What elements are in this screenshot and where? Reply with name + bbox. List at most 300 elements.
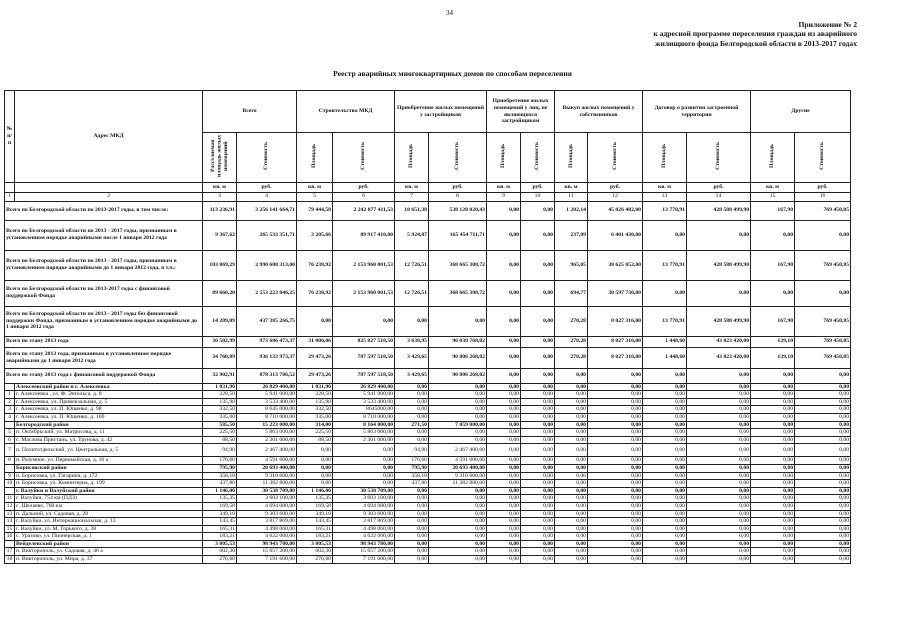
row-value: 0,00: [795, 518, 851, 526]
row-value: 0,00: [555, 398, 588, 406]
table-row: [5, 510, 851, 518]
table-row: [5, 444, 851, 457]
row-value: 0,00: [687, 548, 751, 556]
row-value: 0,00: [643, 556, 687, 564]
row-value: 20 693 400,00: [429, 464, 487, 472]
row-value: 0,00: [687, 383, 751, 391]
row-value: 3 805,53: [203, 540, 237, 548]
subheader-cost: Стоимость: [588, 133, 643, 183]
summary-row: [5, 306, 851, 336]
row-value: 0,00: [487, 502, 521, 510]
summary-value: 90 806 268,02: [429, 347, 487, 368]
subheader-settle-area: Расселяемая площадь жилых помещений: [203, 133, 237, 183]
row-value: 358,10: [203, 472, 237, 480]
row-value: 0,00: [751, 548, 795, 556]
row-value: 0,00: [487, 518, 521, 526]
row-value: 0,00: [555, 487, 588, 495]
row-value: 0,00: [687, 464, 751, 472]
row-value: 4 591 600,00: [429, 457, 487, 465]
summary-value: 139,10: [751, 336, 795, 347]
summary-value: 0,00: [521, 250, 555, 280]
row-address: г. Валуйки, ул. М. Горького, д. 38: [15, 525, 203, 533]
row-value: 0,00: [429, 406, 487, 414]
summary-value: 29 473,26: [297, 347, 333, 368]
summary-value: 825 827 518,50: [333, 336, 395, 347]
table-row: [5, 457, 851, 465]
row-value: 0,00: [588, 464, 643, 472]
row-value: 0,00: [395, 406, 429, 414]
subheader-area: Площадь: [395, 133, 429, 183]
row-value: 169,58: [297, 502, 333, 510]
row-value: 0,00: [687, 487, 751, 495]
table-row: [5, 436, 851, 444]
row-value: 143,45: [297, 518, 333, 526]
summary-value: 76 238,92: [297, 280, 333, 306]
row-value: 0,00: [687, 436, 751, 444]
row-value: 0,00: [429, 525, 487, 533]
summary-value: 165 454 711,71: [429, 220, 487, 250]
row-value: 0,00: [795, 444, 851, 457]
row-value: 183,21: [297, 533, 333, 541]
table-row: [5, 429, 851, 437]
row-value: 0,00: [521, 487, 555, 495]
row-value: 0,00: [588, 429, 643, 437]
row-value: 169,58: [203, 502, 237, 510]
row-value: 0,00: [429, 533, 487, 541]
row-value: 0,00: [751, 525, 795, 533]
row-value: 0,00: [687, 502, 751, 510]
row-address: с. Маслова Пристань, ул. Трунова, д. 42: [15, 436, 203, 444]
summary-value: 936 133 973,37: [237, 347, 297, 368]
row-value: 26 829 400,00: [237, 383, 297, 391]
column-number: 7: [395, 192, 429, 201]
row-value: 0,00: [555, 533, 588, 541]
row-value: 3 603 100,00: [333, 495, 395, 503]
row-value: 0,00: [555, 464, 588, 472]
row-value: 276,60: [297, 556, 333, 564]
row-value: 94,90: [203, 444, 237, 457]
summary-value: 167,90: [751, 250, 795, 280]
summary-value: 3 205,66: [297, 220, 333, 250]
summary-value: 0,00: [487, 306, 521, 336]
summary-value: 3 638,95: [395, 336, 429, 347]
summary-value: 14 209,09: [203, 306, 237, 336]
row-value: 0,00: [643, 525, 687, 533]
row-value: 94,90: [395, 444, 429, 457]
row-value: 8 164 000,00: [333, 421, 395, 429]
row-value: 0,00: [687, 398, 751, 406]
summary-value: 45 026 482,00: [588, 201, 643, 220]
row-address: с. Шелаево, 760 км: [15, 502, 203, 510]
row-value: 0,00: [333, 472, 395, 480]
summary-value: 18 651,38: [395, 201, 429, 220]
row-value: 0,00: [395, 495, 429, 503]
row-value: 0,00: [588, 457, 643, 465]
row-value: 0,00: [429, 540, 487, 548]
row-value: 0,00: [555, 383, 588, 391]
row-value: 1 146,00: [297, 487, 333, 495]
row-number: 6: [5, 436, 15, 444]
row-value: 0,00: [751, 464, 795, 472]
row-value: 0,00: [643, 391, 687, 399]
unit-blank: [5, 182, 15, 192]
row-value: 98 943 780,00: [237, 540, 297, 548]
row-number: 4: [5, 413, 15, 421]
row-value: 7 059 000,00: [429, 421, 487, 429]
row-number: 3: [5, 406, 15, 414]
row-value: 15 657 200,00: [237, 548, 297, 556]
unit-area: кв. м: [555, 182, 588, 192]
row-value: 0,00: [588, 383, 643, 391]
district-row: [5, 540, 851, 548]
column-number: 15: [751, 192, 795, 201]
row-value: 0,00: [395, 556, 429, 564]
summary-value: 8 027 316,00: [588, 306, 643, 336]
row-value: 0,00: [487, 457, 521, 465]
summary-value: 0,00: [521, 280, 555, 306]
row-address: г. Алексеевка, ул. Привокзальная, д. 5: [15, 398, 203, 406]
row-value: 7 191 600,00: [333, 556, 395, 564]
row-value: 0,00: [588, 540, 643, 548]
summary-label: Всего по этапу 2013 года, признанным в установленном порядке аварийными до 1 января 2012 года: [5, 347, 203, 368]
unit-cost: руб.: [429, 182, 487, 192]
row-value: 0,00: [487, 398, 521, 406]
summary-value: 6 401 430,00: [588, 220, 643, 250]
summary-value: 2 242 877 411,53: [333, 201, 395, 220]
subheader-area: Площадь: [297, 133, 333, 183]
summary-value: 0,00: [555, 368, 588, 383]
table-row: [5, 472, 851, 480]
row-value: 0,00: [687, 540, 751, 548]
row-value: 0,00: [795, 421, 851, 429]
row-value: 0,00: [687, 480, 751, 488]
row-value: 0,00: [429, 510, 487, 518]
row-value: 0,00: [687, 429, 751, 437]
summary-value: 0,00: [521, 220, 555, 250]
summary-label: Всего по Белгородской области по 2013 - 2017 годы без финансовой поддержки Фонда, признанным в установленном порядке аварийными до 1 января 2012 года: [5, 306, 203, 336]
row-value: 0,00: [487, 421, 521, 429]
unit-cost: руб.: [237, 182, 297, 192]
row-value: 0,00: [395, 525, 429, 533]
summary-value: 38 625 052,00: [588, 250, 643, 280]
row-address: г. Алексеевка , ул. Ф. Энгельса, д. 8: [15, 391, 203, 399]
row-value: 0,00: [687, 533, 751, 541]
row-number: 13: [5, 510, 15, 518]
row-address: п. Викторополь, ул. Садовая, д. 46 а: [15, 548, 203, 556]
header-purchase-non-developers: Приобретение жилых помещений у лиц, не являющихся застройщиком: [487, 91, 555, 133]
summary-value: 9 367,62: [203, 220, 237, 250]
summary-value: 428 588 499,90: [687, 250, 751, 280]
row-value: 0,00: [555, 421, 588, 429]
unit-blank: [15, 182, 203, 192]
summary-value: 1 202,14: [555, 201, 588, 220]
row-value: 314,00: [297, 421, 333, 429]
row-value: 0,00: [588, 406, 643, 414]
row-value: 0,00: [429, 556, 487, 564]
row-value: 5 941 000,00: [333, 391, 395, 399]
summary-value: 43 023 420,00: [687, 336, 751, 347]
row-value: 0,00: [395, 533, 429, 541]
row-value: 0,00: [521, 556, 555, 564]
appendix-line-1: Приложение № 2: [798, 20, 857, 29]
summary-value: 2 990 608 313,00: [237, 250, 297, 280]
summary-value: 0,00: [751, 368, 795, 383]
row-value: 8 710 000,00: [237, 413, 297, 421]
summary-label: Всего по этапу 2013 года: [5, 336, 203, 347]
summary-value: 8 027 316,00: [588, 347, 643, 368]
summary-value: 89 660,20: [203, 280, 237, 306]
row-value: 0,00: [751, 533, 795, 541]
summary-value: 0,00: [521, 201, 555, 220]
row-value: 0,00: [395, 436, 429, 444]
district-row: [5, 383, 851, 391]
summary-value: 79 444,58: [297, 201, 333, 220]
row-address: г. Валуйки, 754 км (ПДЗ): [15, 495, 203, 503]
row-value: 0,00: [795, 487, 851, 495]
row-value: 0,00: [643, 480, 687, 488]
row-value: 0,00: [487, 472, 521, 480]
summary-value: 368 665 308,72: [429, 280, 487, 306]
row-value: 0,00: [588, 398, 643, 406]
summary-value: 437 385 266,75: [237, 306, 297, 336]
row-value: 0,00: [643, 398, 687, 406]
row-value: 9 303 600,00: [333, 510, 395, 518]
row-value: 0,00: [588, 436, 643, 444]
row-value: 176,60: [203, 457, 237, 465]
row-value: 0,00: [795, 540, 851, 548]
row-value: 1 031,90: [297, 383, 333, 391]
row-value: 0,00: [521, 495, 555, 503]
summary-value: 965,05: [555, 250, 588, 280]
row-value: 0,00: [643, 383, 687, 391]
summary-value: 769 450,85: [795, 347, 851, 368]
row-value: 0,00: [429, 502, 487, 510]
row-value: 0,00: [333, 457, 395, 465]
row-value: 332,50: [297, 406, 333, 414]
district-name: г. Валуйки и Валуйский район: [15, 487, 203, 495]
summary-value: 31 006,06: [297, 336, 333, 347]
row-value: 0,00: [643, 464, 687, 472]
summary-value: 0,00: [395, 306, 429, 336]
row-value: 5 941 000,00: [237, 391, 297, 399]
row-value: 0,00: [751, 406, 795, 414]
column-number: 2: [15, 192, 203, 201]
row-value: 0,00: [751, 398, 795, 406]
summary-value: 36 502,99: [203, 336, 237, 347]
unit-cost: руб.: [333, 182, 395, 192]
row-number: [5, 383, 15, 391]
row-value: 3 533 400,00: [237, 398, 297, 406]
row-value: 335,00: [203, 413, 237, 421]
row-value: 0,00: [487, 556, 521, 564]
summary-value: 3 256 141 664,71: [237, 201, 297, 220]
row-value: 0,00: [521, 421, 555, 429]
row-number: 18: [5, 556, 15, 564]
row-value: 0,00: [643, 429, 687, 437]
row-value: 0,00: [487, 436, 521, 444]
row-value: 0,00: [297, 472, 333, 480]
table-row: [5, 480, 851, 488]
row-value: 0,00: [555, 502, 588, 510]
summary-value: 0,00: [751, 280, 795, 306]
row-value: 0,00: [751, 502, 795, 510]
column-number: 14: [687, 192, 751, 201]
row-value: 3 805,53: [297, 540, 333, 548]
row-value: 0,00: [588, 518, 643, 526]
row-value: 0,00: [687, 510, 751, 518]
summary-value: 428 588 499,90: [687, 306, 751, 336]
row-value: 0,00: [643, 540, 687, 548]
column-number: 3: [203, 192, 237, 201]
summary-row: [5, 201, 851, 220]
row-number: 2: [5, 398, 15, 406]
row-value: 0,00: [751, 540, 795, 548]
unit-cost: руб.: [521, 182, 555, 192]
summary-value: 0,00: [521, 368, 555, 383]
row-value: 0,00: [487, 464, 521, 472]
row-value: 0,00: [588, 548, 643, 556]
row-value: 0,00: [555, 495, 588, 503]
row-value: 9 310 600,00: [237, 472, 297, 480]
summary-value: 90 806 268,02: [429, 368, 487, 383]
summary-value: 769 450,85: [795, 336, 851, 347]
summary-value: 265 533 351,71: [237, 220, 297, 250]
summary-value: 0,00: [687, 368, 751, 383]
row-value: 0,00: [643, 495, 687, 503]
summary-value: 0,00: [795, 368, 851, 383]
row-value: 0,00: [643, 472, 687, 480]
row-value: 20 693 400,00: [237, 464, 297, 472]
row-value: 0,00: [687, 444, 751, 457]
column-number: 16: [795, 192, 851, 201]
summary-value: 0,00: [487, 220, 521, 250]
summary-value: 0,00: [487, 280, 521, 306]
row-value: 98 943 780,00: [333, 540, 395, 548]
row-value: 0,00: [555, 510, 588, 518]
summary-label: Всего по Белгородской области по 2013-2017 годы с финансовой поддержкой Фонда: [5, 280, 203, 306]
unit-cost: руб.: [588, 182, 643, 192]
header-buyout: Выкуп жилых помещений у собственников: [555, 91, 643, 133]
row-value: 0,00: [297, 444, 333, 457]
row-value: 0,00: [555, 556, 588, 564]
row-value: 225,50: [297, 429, 333, 437]
column-number: 1: [5, 192, 15, 201]
row-value: 176,60: [395, 457, 429, 465]
subheader-cost: Стоимость: [795, 133, 851, 183]
summary-value: 29 473,26: [297, 368, 333, 383]
summary-value: 0,00: [487, 347, 521, 368]
row-value: 135,90: [297, 398, 333, 406]
row-value: 0,00: [687, 413, 751, 421]
row-value: 0,00: [687, 457, 751, 465]
row-value: 0,00: [588, 556, 643, 564]
summary-value: 0,00: [487, 250, 521, 280]
row-value: 0,00: [487, 487, 521, 495]
row-value: 0,00: [588, 444, 643, 457]
row-value: 0,00: [429, 487, 487, 495]
row-value: 4 622 000,00: [333, 533, 395, 541]
summary-value: 12 726,51: [395, 250, 429, 280]
row-value: 8645000,00: [333, 406, 395, 414]
summary-value: 0,00: [643, 368, 687, 383]
row-value: 0,00: [297, 464, 333, 472]
row-value: 0,00: [487, 444, 521, 457]
unit-area: кв. м: [643, 182, 687, 192]
row-address: г. Валуйки, ул. Интернациональная, д. 13: [15, 518, 203, 526]
row-value: 349,10: [297, 510, 333, 518]
summary-label: Всего по этапу 2013 года с финансовой поддержкой Фонда: [5, 368, 203, 383]
header-construction: Строительство МКД: [297, 91, 395, 133]
unit-cost: руб.: [687, 182, 751, 192]
unit-area: кв. м: [751, 182, 795, 192]
row-value: 0,00: [487, 510, 521, 518]
row-value: 0,00: [429, 398, 487, 406]
summary-value: 0,00: [521, 347, 555, 368]
row-value: 332,50: [203, 406, 237, 414]
summary-value: 5 924,87: [395, 220, 429, 250]
row-value: 0,00: [487, 525, 521, 533]
row-value: 0,00: [429, 548, 487, 556]
row-value: 0,00: [395, 383, 429, 391]
row-value: 11 382 800,00: [237, 480, 297, 488]
row-value: 0,00: [751, 429, 795, 437]
summary-value: 0,00: [487, 368, 521, 383]
row-value: 5 863 000,00: [333, 429, 395, 437]
summary-value: 2 553 223 046,25: [237, 280, 297, 306]
row-value: 0,00: [555, 525, 588, 533]
summary-value: 0,00: [588, 368, 643, 383]
row-value: 0,00: [487, 533, 521, 541]
district-name: Алексеевский район и г. Алексеевка: [15, 383, 203, 391]
row-value: 0,00: [487, 429, 521, 437]
row-value: 0,00: [395, 391, 429, 399]
row-value: 0,00: [395, 413, 429, 421]
district-name: Белгородский район: [15, 421, 203, 429]
column-number: 10: [521, 192, 555, 201]
row-value: 5 863 000,00: [237, 429, 297, 437]
unit-area: кв. м: [487, 182, 521, 192]
row-number: 12: [5, 502, 15, 510]
row-value: 0,00: [487, 383, 521, 391]
summary-value: 0,00: [429, 306, 487, 336]
summary-value: 787 597 518,50: [333, 347, 395, 368]
summary-value: 0,00: [687, 280, 751, 306]
row-value: 0,00: [521, 436, 555, 444]
summary-row: [5, 368, 851, 383]
row-value: 0,00: [395, 518, 429, 526]
row-value: 3 533 400,00: [333, 398, 395, 406]
row-value: 0,00: [333, 480, 395, 488]
row-value: 135,35: [203, 495, 237, 503]
summary-value: 270,28: [555, 306, 588, 336]
row-value: 0,00: [795, 548, 851, 556]
row-number: 5: [5, 429, 15, 437]
subheader-cost: Стоимость: [237, 133, 297, 183]
row-value: 0,00: [795, 429, 851, 437]
summary-value: 167,90: [751, 306, 795, 336]
row-value: 0,00: [395, 548, 429, 556]
row-value: 0,00: [751, 391, 795, 399]
row-address: п. Октябрьский, ул. Матросова, д. 11: [15, 429, 203, 437]
column-number: 12: [588, 192, 643, 201]
summary-value: 973 686 473,37: [237, 336, 297, 347]
summary-value: 769 450,85: [795, 250, 851, 280]
row-value: 7 191 600,00: [237, 556, 297, 564]
row-value: 0,00: [588, 525, 643, 533]
summary-value: 270,28: [555, 336, 588, 347]
row-value: 8 710 000,00: [333, 413, 395, 421]
column-number: 5: [297, 192, 333, 201]
